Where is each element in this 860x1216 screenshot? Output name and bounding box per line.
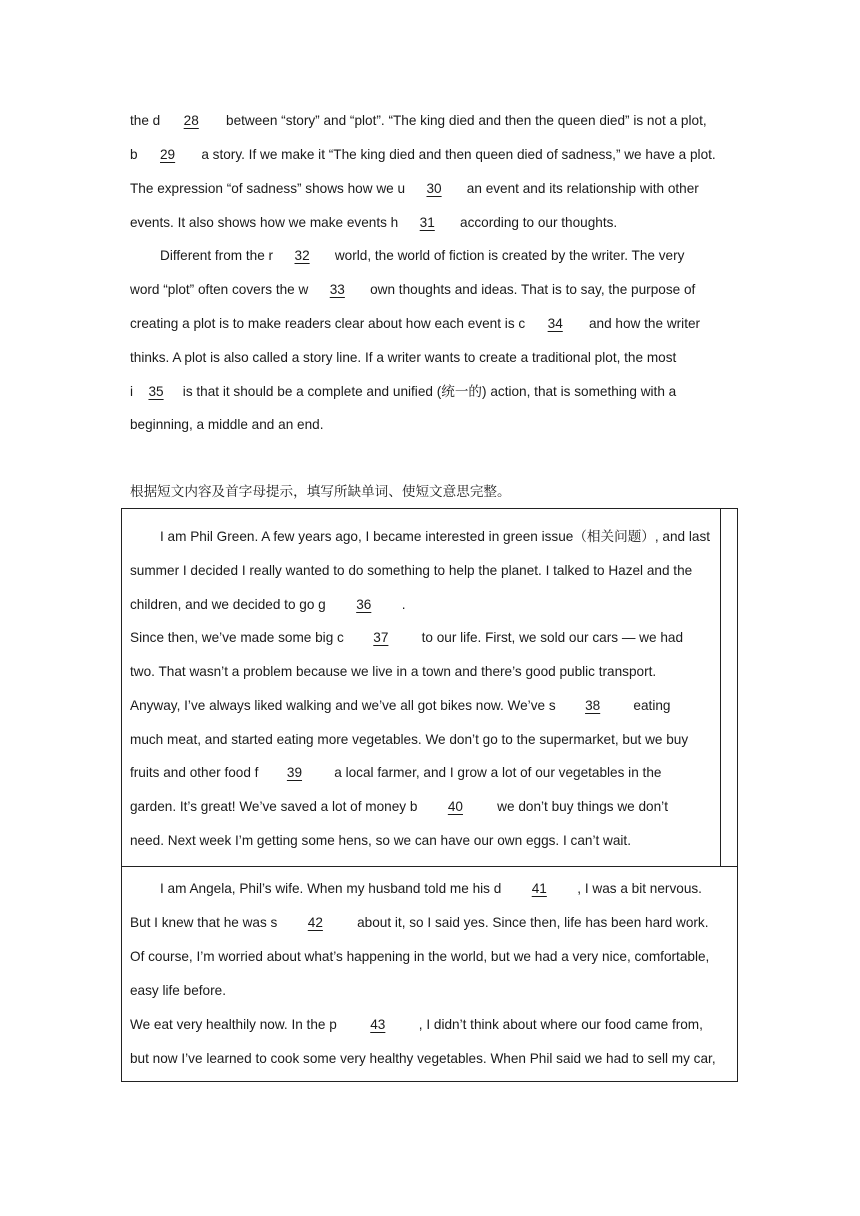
- blank-41[interactable]: 41: [531, 881, 547, 896]
- phil-line-9: garden. It’s great! We’ve saved a lot of money b 40 we don’t buy things we don’t: [130, 797, 668, 817]
- blank-39[interactable]: 39: [286, 765, 303, 780]
- phil-line-8: fruits and other food f 39 a local farmer, and I grow a lot of our vegetables in the: [130, 763, 661, 783]
- instruction-text: 根据短文内容及首字母提示，填写所缺单词、使短文意思完整。: [130, 484, 511, 500]
- passage1-line-9: i 35 is that it should be a complete and unified (统一的) action, that is something with a: [130, 382, 676, 402]
- angela-line-2: But I knew that he was s 42 about it, so I said yes. Since then, life has been hard work.: [130, 913, 709, 933]
- passage1-line-2: b 29 a story. If we make it “The king died and then queen died of sadness,” we have a plot.: [130, 145, 716, 165]
- blank-30[interactable]: 30: [426, 181, 442, 196]
- phil-line-4: Since then, we’ve made some big c 37 to our life. First, we sold our cars — we had: [130, 628, 683, 648]
- blank-32[interactable]: 32: [294, 248, 310, 263]
- angela-line-4: easy life before.: [130, 983, 226, 998]
- blank-43[interactable]: 43: [370, 1017, 386, 1032]
- phil-line-3: children, and we decided to go g 36 .: [130, 595, 406, 615]
- blank-34[interactable]: 34: [547, 316, 563, 331]
- passage1-line-8: thinks. A plot is also called a story line. If a writer wants to create a traditional plot, the most: [130, 350, 677, 365]
- blank-37[interactable]: 37: [373, 630, 389, 645]
- blank-29[interactable]: 29: [160, 147, 176, 162]
- angela-line-6: but now I’ve learned to cook some very healthy vegetables. When Phil said we had to sell my car,: [130, 1051, 716, 1066]
- phil-line-2: summer I decided I really wanted to do something to help the planet. I talked to Hazel and the: [130, 563, 693, 578]
- passage1-line-1: the d 28 between “story” and “plot”. “The king died and then the queen died” is not a plot,: [130, 111, 707, 131]
- blank-42[interactable]: 42: [307, 915, 323, 930]
- angela-line-5: We eat very healthily now. In the p 43 , I didn’t think about where our food came from,: [130, 1015, 703, 1035]
- blank-38[interactable]: 38: [585, 698, 601, 713]
- passage1-line-6: word “plot” often covers the w 33 own thoughts and ideas. That is to say, the purpose of: [130, 280, 695, 300]
- blank-31[interactable]: 31: [419, 215, 435, 230]
- passage1-line-7: creating a plot is to make readers clear about how each event is c 34 and how the writer: [130, 314, 700, 334]
- passage1-line-3: The expression “of sadness” shows how we u 30 an event and its relationship with other: [130, 179, 699, 199]
- phil-line-6: Anyway, I’ve always liked walking and we’ve all got bikes now. We’ve s 38 eating: [130, 696, 670, 716]
- angela-line-3: Of course, I’m worried about what’s happening in the world, but we had a very nice, comfortable,: [130, 949, 710, 964]
- blank-40[interactable]: 40: [447, 799, 463, 814]
- phil-line-10: need. Next week I’m getting some hens, so we can have our own eggs. I can’t wait.: [130, 833, 631, 848]
- blank-35[interactable]: 35: [148, 384, 164, 399]
- blank-36[interactable]: 36: [356, 597, 372, 612]
- blank-28[interactable]: 28: [183, 113, 199, 128]
- passage1-line-5: Different from the r 32 world, the world of fiction is created by the writer. The very: [130, 246, 684, 266]
- phil-line-5: two. That wasn’t a problem because we live in a town and there’s good public transport.: [130, 664, 657, 679]
- passage1-line-10: beginning, a middle and an end.: [130, 417, 324, 432]
- table-column-divider: [720, 508, 721, 866]
- phil-line-1: I am Phil Green. A few years ago, I became interested in green issue（相关问题）, and last: [160, 529, 711, 544]
- phil-line-7: much meat, and started eating more vegetables. We don’t go to the supermarket, but we buy: [130, 732, 689, 747]
- passage1-line-4: events. It also shows how we make events h 31 according to our thoughts.: [130, 213, 617, 233]
- blank-33[interactable]: 33: [329, 282, 345, 297]
- table-row-divider: [121, 866, 738, 867]
- angela-line-1: I am Angela, Phil’s wife. When my husband told me his d 41 , I was a bit nervous.: [130, 879, 702, 899]
